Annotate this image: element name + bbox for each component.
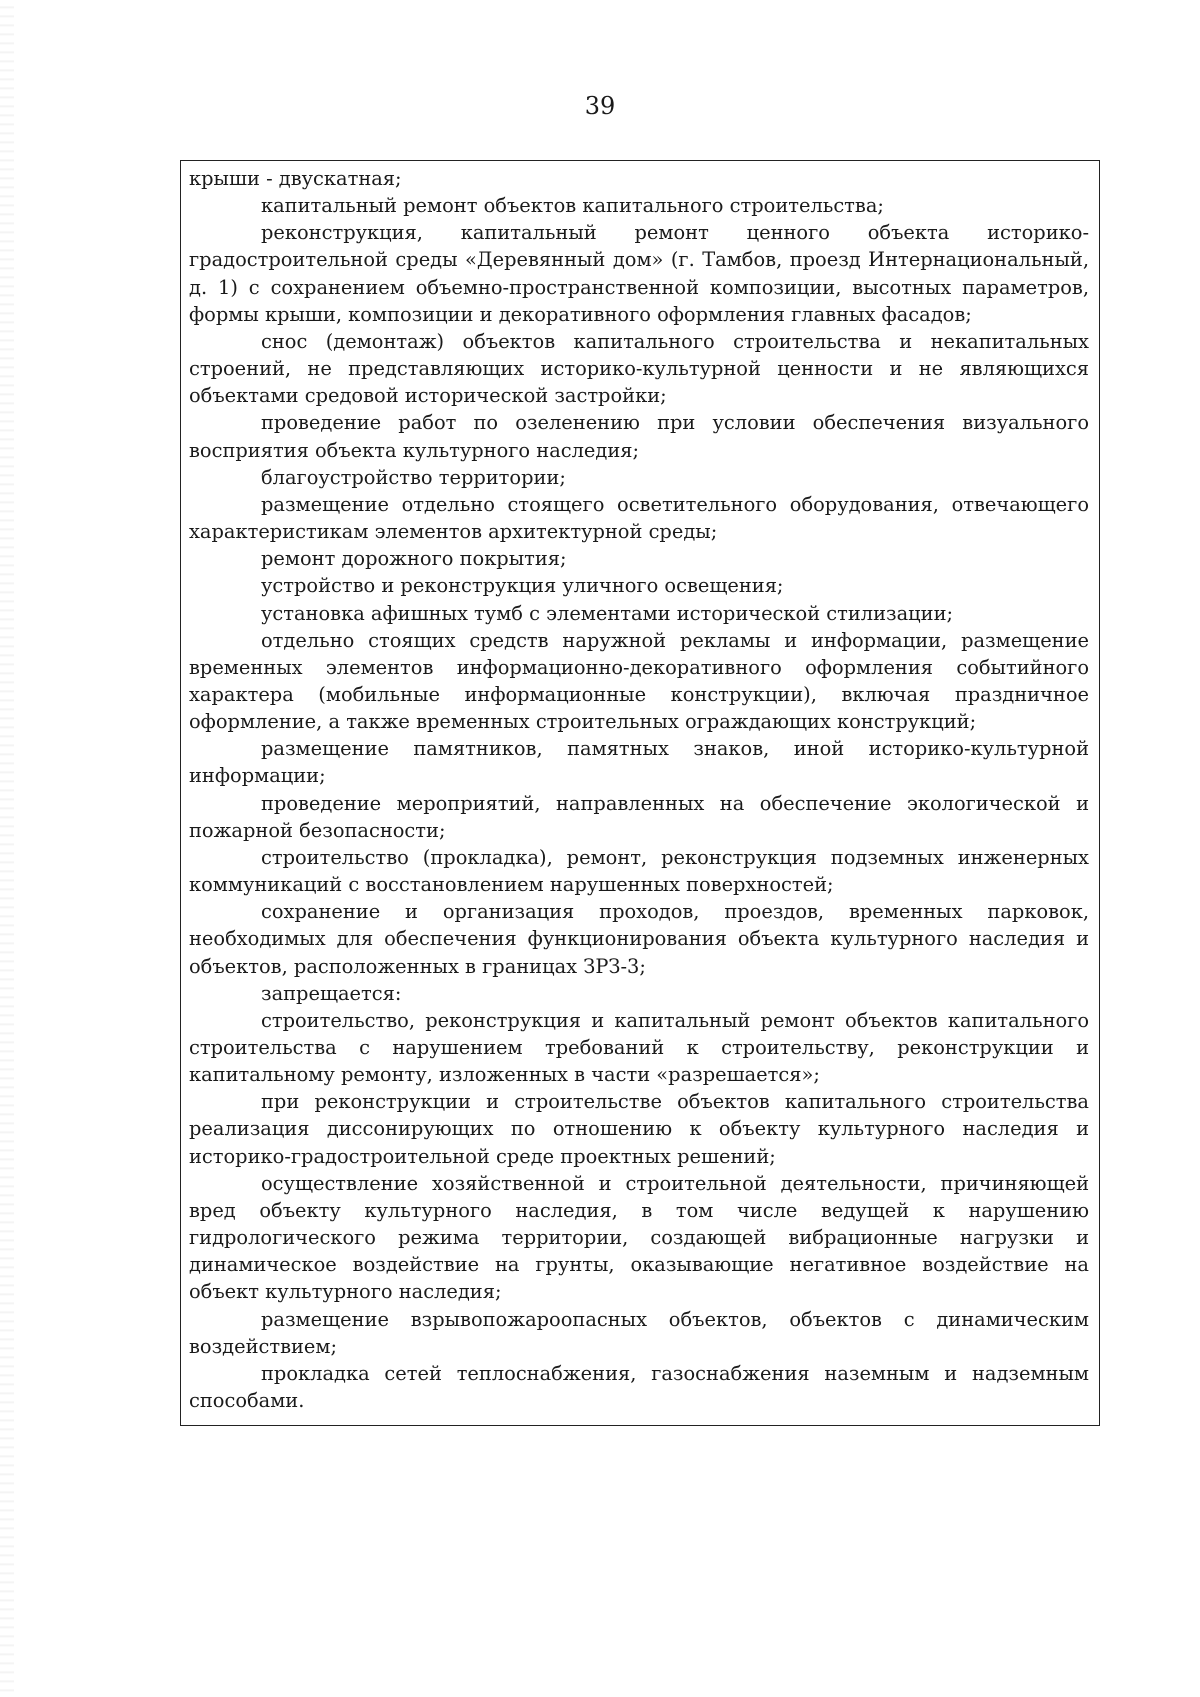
paragraph: строительство (прокладка), ремонт, реконструкция подземных инженерных коммуникаций с восстановлением нарушенных поверхностей; <box>189 845 1089 897</box>
scan-edge <box>0 0 14 1697</box>
paragraph: размещение памятников, памятных знаков, иной историко-культурной информации; <box>189 737 1089 788</box>
paragraph: капитальный ремонт объектов капитального строительства; <box>261 194 884 218</box>
paragraph: благоустройство территории; <box>261 465 566 489</box>
paragraph: ремонт дорожного покрытия; <box>261 547 567 571</box>
paragraph: проведение мероприятий, направленных на обеспечение экологической и пожарной безопасности; <box>189 791 1089 842</box>
paragraph: реконструкция, капитальный ремонт ценного объекта историко-градостроительной среды «Деревянный дом» (г. Тамбов, проезд Интернациональный, д. 1) с сохранением объемно-пространственной композиции, высотных параметров, формы крыши, композиции и декоративного оформления главных фасадов; <box>189 221 1089 326</box>
paragraph: размещение отдельно стоящего осветительного оборудования, отвечающего характеристикам элементов архитектурной среды; <box>189 492 1089 544</box>
paragraph: отдельно стоящих средств наружной рекламы и информации, размещение временных элементов информационно-декоративного оформления событийного характера (мобильные информационные конструкции), включая праздничное оформление, а также временных строительных ограждающих конструкций; <box>189 628 1089 734</box>
paragraph: проведение работ по озеленению при условии обеспечения визуального восприятия объекта культурного наследия; <box>189 411 1089 462</box>
paragraph: снос (демонтаж) объектов капитального строительства и некапитальных строений, не представляющих историко-культурной ценности и не являющихся объектами средовой исторической застройки; <box>189 329 1089 408</box>
paragraph: при реконструкции и строительстве объектов капитального строительства реализация диссонирующих по отношению к объекту культурного наследия и историко-градостроительной среде проектных решений; <box>189 1090 1089 1168</box>
paragraph: размещение взрывопожароопасных объектов, объектов с динамическим воздействием; <box>189 1307 1089 1358</box>
paragraph: осуществление хозяйственной и строительной деятельности, причиняющей вред объекту культурного наследия, в том числе ведущей к нарушению гидрологического режима территории, создающей вибрационные нагрузки и динамическое воздействие на грунты, оказывающие негативное воздействие на объект культурного наследия; <box>189 1171 1089 1304</box>
paragraph: установка афишных тумб с элементами исторической стилизации; <box>261 601 954 625</box>
paragraph: устройство и реконструкция уличного освещения; <box>261 574 784 598</box>
paragraph: строительство, реконструкция и капитальный ремонт объектов капитального строительства с нарушением требований к строительству, реконструкции и капитальному ремонту, изложенных в части «разрешается»; <box>189 1008 1089 1087</box>
page-number: 39 <box>584 92 616 120</box>
paragraph: сохранение и организация проходов, проездов, временных парковок, необходимых для обеспечения функционирования объекта культурного наследия и объектов, расположенных в границах ЗРЗ-3; <box>189 900 1089 978</box>
paragraph: крыши - двускатная; <box>189 167 402 190</box>
text-frame <box>180 160 1100 1426</box>
paragraph: прокладка сетей теплоснабжения, газоснабжения наземным и надземным способами. <box>189 1361 1089 1413</box>
paragraph: запрещается: <box>261 981 402 1005</box>
